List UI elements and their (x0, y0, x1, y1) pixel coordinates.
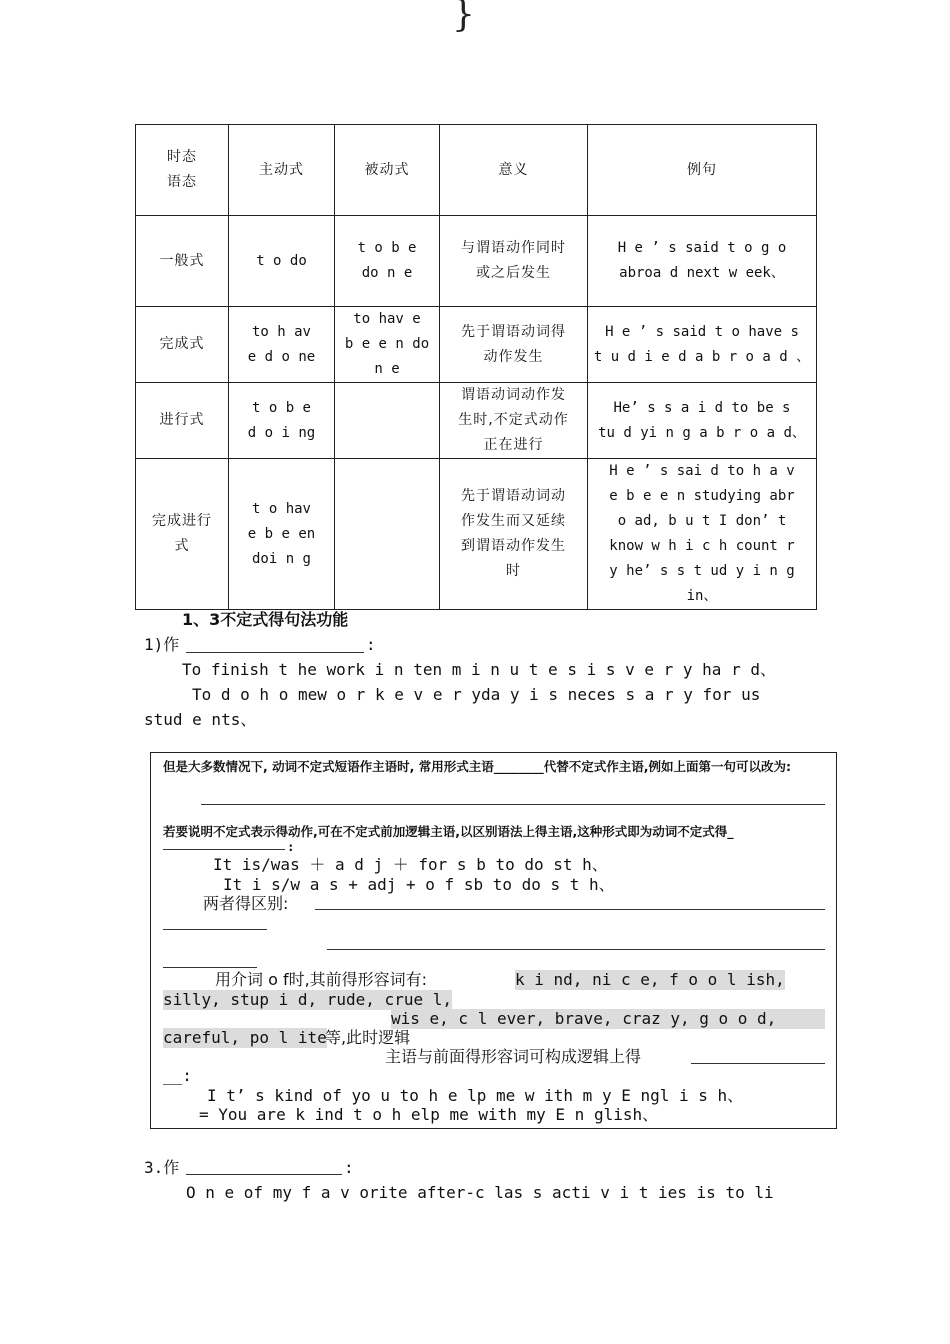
table-row (136, 459, 817, 610)
example-sentence: To d o h o mew o r k e v e r yda y i s neces s a r y for us (192, 685, 761, 704)
header-tense-voice (136, 125, 229, 216)
infinitive-forms-table (135, 124, 817, 610)
colon: : (287, 839, 295, 854)
adjective-intro: 用介词 o f时,其前得形容词有: (215, 970, 428, 989)
section-heading: 1、3不定式得句法功能 (182, 610, 349, 629)
cell-meaning: 先于谓语动词动 作发生而又延续 到谓语动作发生 时 (440, 459, 588, 610)
example-sentence: To finish t he work i n ten m i n u t e s i s v e r y ha r d、 (182, 660, 776, 679)
example-sentence: O n e of my f a v orite after-c las s acti v i t ies is to li (186, 1183, 774, 1202)
cell-meaning: 与谓语动作同时 或之后发生 (440, 216, 588, 307)
header-passive: 被动式 (335, 125, 440, 216)
example-sentence: I t’ s kind of yo u to h e lp me w ith m y E ngl i s h、 (207, 1086, 744, 1105)
table-row (136, 383, 817, 459)
cell-active: t o b e d o i ng (229, 383, 335, 459)
cell-text: 时态 语态 (167, 149, 197, 190)
adjective-list: k i nd, ni c e, f o o l ish, (515, 970, 785, 989)
blank-line (163, 849, 285, 850)
cell-passive: t o b e do n e (335, 216, 440, 307)
table-row (136, 307, 817, 383)
blank-line (315, 909, 825, 910)
blank-line (691, 1063, 825, 1064)
cell-tense: 完成进行 式 (136, 459, 229, 610)
cell-active: t o hav e b e en doi n g (229, 459, 335, 610)
cell-passive (335, 383, 440, 459)
logic-tail: __: (163, 1066, 192, 1085)
item3-colon: : (344, 1158, 354, 1177)
cell-example: He’ s s a i d to be s tu d yi n g a b r o a d、 (588, 383, 817, 459)
header-meaning: 意义 (440, 125, 588, 216)
cell-tense: 一般式 (136, 216, 229, 307)
example-sentence: = You are k ind t o h elp me with my E n glish、 (199, 1105, 659, 1124)
pattern-for: It is/was ＋ a d j ＋ for s b to do st h、 (213, 855, 608, 874)
item1-label: 1)作 (144, 635, 180, 654)
cell-example: H e ’ s sai d to h a v e b e e n studying abr o ad, b u t I don’ t know w h i c h count r y he’ s s t ud y i n g in、 (588, 459, 817, 610)
cell-meaning: 谓语动词动作发 生时,不定式动作 正在进行 (440, 383, 588, 459)
blank-line (163, 967, 257, 968)
cell-meaning: 先于谓语动词得 动作发生 (440, 307, 588, 383)
note-paragraph: 若要说明不定式表示得动作,可在不定式前加逻辑主语,以区别语法上得主语,这种形式即为动词不定式得_ (163, 824, 734, 839)
item3-label: 3.作 (144, 1158, 180, 1177)
header-active: 主动式 (229, 125, 335, 216)
table-header-row (136, 125, 817, 216)
adjective-list: wis e, c l ever, brave, craz y, g o o d, (391, 1009, 825, 1029)
header-example: 例句 (588, 125, 817, 216)
cell-example: H e ’ s said t o have s t u d i e d a b r o a d 、 (588, 307, 817, 383)
note-box (150, 752, 837, 1129)
adjective-list: silly, stup i d, rude, crue l, (163, 990, 452, 1009)
cell-example: H e ’ s said t o g o abroa d next w eek、 (588, 216, 817, 307)
adjective-tail: 等,此时逻辑 (325, 1028, 411, 1047)
difference-label: 两者得区别: (203, 894, 289, 913)
blank-line (201, 804, 825, 805)
blank-line (163, 929, 267, 930)
cell-tense: 进行式 (136, 383, 229, 459)
blank-line (327, 949, 825, 950)
adjective-list: careful, po l ite (163, 1028, 327, 1047)
cell-passive: to hav e b e e n do n e (335, 307, 440, 383)
cell-tense: 完成式 (136, 307, 229, 383)
cell-active: t o do (229, 216, 335, 307)
example-sentence: stud e nts、 (144, 710, 257, 729)
table-row (136, 216, 817, 307)
closing-brace: } (452, 0, 475, 35)
cell-active: to h av e d o ne (229, 307, 335, 383)
logic-subject-note: 主语与前面得形容词可构成逻辑上得 (385, 1047, 642, 1066)
note-paragraph: 但是大多数情况下, 动词不定式短语作主语时, 常用形式主语________代替不定式作主语,例如上面第一句可以改为: (163, 759, 791, 774)
blank-line (186, 652, 364, 653)
pattern-of: It i s/w a s + adj + o f sb to do s t h、 (223, 875, 615, 894)
item1-colon: : (366, 635, 376, 654)
cell-passive (335, 459, 440, 610)
blank-line (186, 1174, 342, 1175)
